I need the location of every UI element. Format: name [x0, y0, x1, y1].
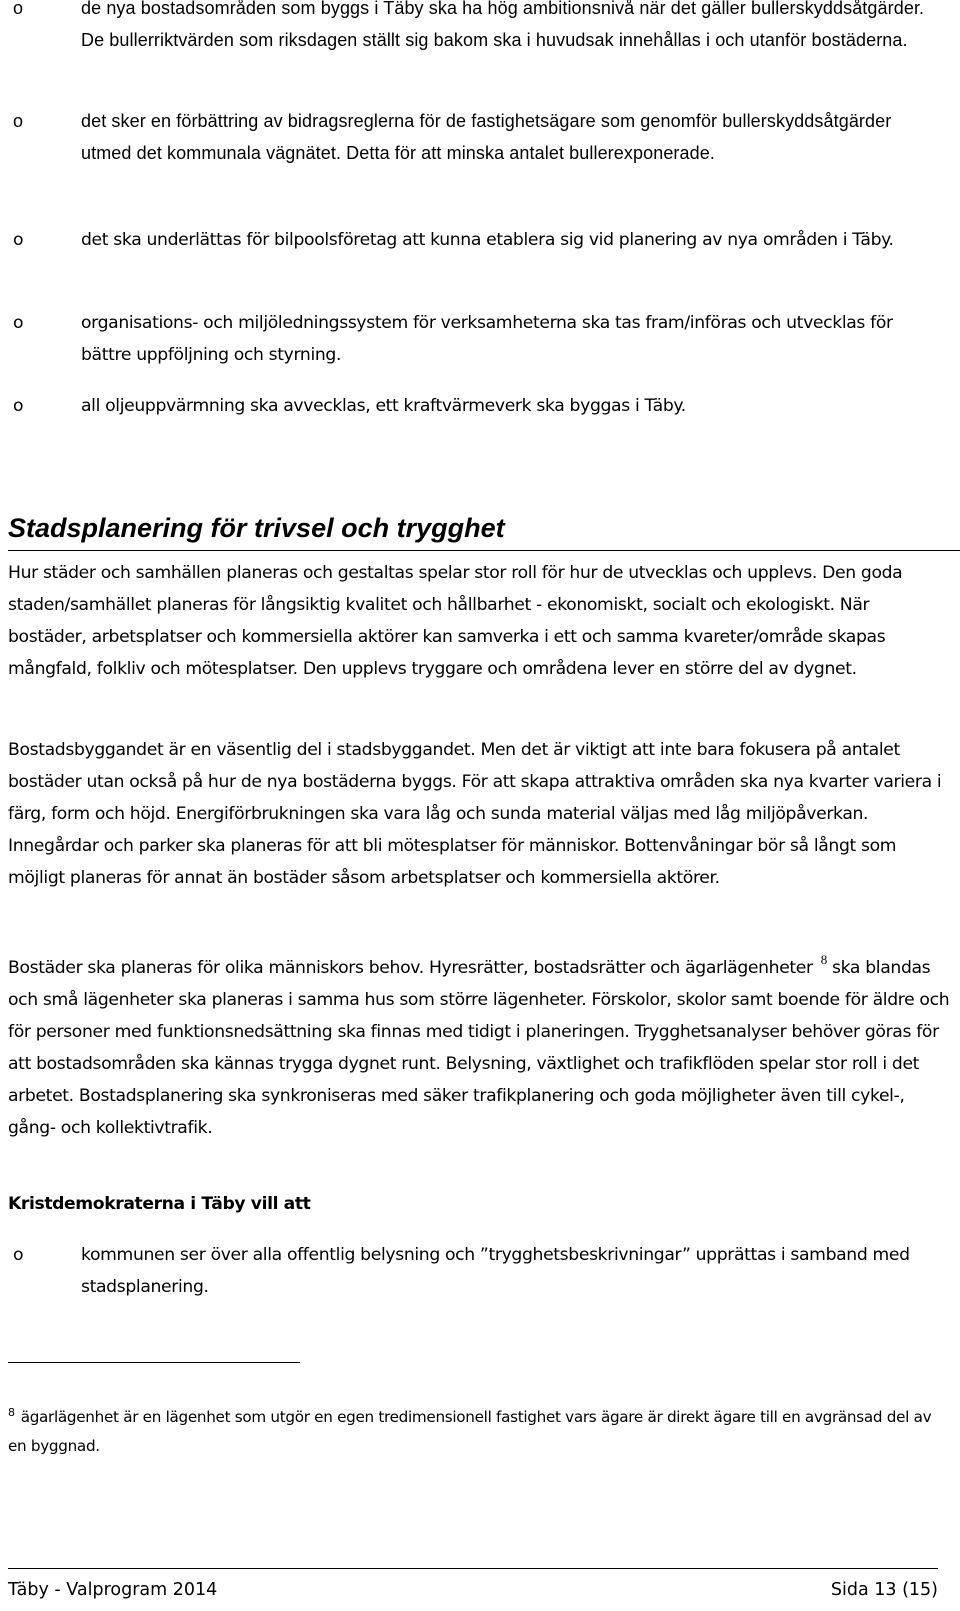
list-item-text: de nya bostadsområden som byggs i Täby ska ha hög ambitionsnivå när det gäller bullerskyddsåtgärder. De bullerriktvärden som riksdagen ställt sig bakom ska i huvudsak innehållas i och utanför bostäderna.: [81, 0, 925, 50]
bullet-marker: o: [13, 0, 24, 18]
list-item: [8, 307, 938, 371]
page-number: Sida 13 (15): [830, 1580, 938, 1600]
bullet-list-environment-2: [8, 105, 938, 169]
footnote-number: 8: [8, 1406, 15, 1419]
list-item: [8, 1239, 938, 1303]
list-item-text: det ska underlättas för bilpoolsföretag att kunna etablera sig vid planering av nya områden i Täby.: [81, 230, 894, 250]
list-item-text: organisations- och miljöledningssystem för verksamheterna ska tas fram/införas och utvecklas för bättre uppföljning och styrning.: [81, 313, 893, 365]
footer-title: Täby - Valprogram 2014: [8, 1580, 218, 1600]
list-item-text: all oljeuppvärmning ska avvecklas, ett kraftvärmeverk ska byggas i Täby.: [81, 396, 686, 416]
paragraph-text: Bostäder ska planeras för olika människors behov. Hyresrätter, bostadsrätter och ägarlägenheter: [8, 958, 813, 978]
bullet-list-proposals: [8, 1239, 938, 1303]
bullet-list-environment-4: [8, 307, 938, 371]
list-item-text: kommunen ser över alla offentlig belysning och ”trygghetsbeskrivningar” upprättas i samband med stadsplanering.: [81, 1245, 910, 1297]
paragraph-housing-needs: [8, 944, 950, 1144]
list-item: [8, 224, 938, 256]
footnote: [8, 1398, 938, 1461]
footer-divider: [8, 1568, 938, 1569]
bullet-marker: o: [13, 313, 24, 333]
bullet-list-environment: [8, 0, 938, 56]
bullet-marker: o: [13, 230, 24, 250]
bullet-list-environment-3: [8, 224, 938, 256]
footnote-reference: 8: [820, 952, 827, 967]
bullet-list-environment-5: [8, 390, 938, 422]
subheading: Kristdemokraterna i Täby vill att: [8, 1194, 311, 1214]
list-item: [8, 0, 938, 56]
paragraph-housing-construction: Bostadsbyggandet är en väsentlig del i stadsbyggandet. Men det är viktigt att inte bara fokusera på antalet bostäder utan också på hur de nya bostäderna byggs. För att skapa attraktiva områden ska nya kvarter variera i färg, form och höjd. Energiförbrukningen ska vara låg och sunda material väljas med låg miljöpåverkan. Innegårdar och parker ska planeras för att bli mötesplatser för människor. Bottenvåningar bör så långt som möjligt planeras för annat än bostäder såsom arbetsplatser och kommersiella aktörer.: [8, 740, 942, 888]
list-item: [8, 105, 938, 169]
list-item-text: det sker en förbättring av bidragsreglerna för de fastighetsägare som genomför bullerskyddsåtgärder utmed det kommunala vägnätet. Detta för att minska antalet bullerexponerade.: [81, 111, 892, 163]
bullet-marker: o: [13, 396, 24, 416]
list-item: [8, 390, 938, 422]
paragraph-city-planning: Hur städer och samhällen planeras och gestaltas spelar stor roll för hur de utvecklas och upplevs. Den goda staden/samhället planeras för långsiktig kvalitet och hållbarhet - ekonomiskt, socialt och ekologiskt. När bostäder, arbetsplatser och kommersiella aktörer kan samverka i ett och samma kvareter/område skapas mångfald, folkliv och mötesplatser. Den upplevs tryggare och områdena lever en större del av dygnet.: [8, 563, 903, 679]
page-footer: [8, 1576, 938, 1604]
footnote-text: ägarlägenhet är en lägenhet som utgör en egen tredimensionell fastighet vars ägare är direkt ägare till en avgränsad del av en byggnad.: [8, 1408, 932, 1455]
paragraph-text: ska blandas och små lägenheter ska planeras i samma hus som större lägenheter. Förskolor, skolor samt boende för äldre och för personer med funktionsnedsättning ska finnas med tidigt i planeringen. Trygghetsanalyser behöver göras för att bostadsområden ska kännas trygga dygnet runt. Belysning, växtlighet och trafikflöden spelar stor roll i det arbetet. Bostadsplanering ska synkroniseras med säker trafikplanering och goda möjligheter även till cykel-, gång- och kollektivtrafik.: [8, 958, 950, 1138]
footnote-separator: [8, 1362, 300, 1363]
bullet-marker: o: [13, 1245, 24, 1265]
section-heading: Stadsplanering för trivsel och trygghet: [8, 510, 960, 551]
bullet-marker: o: [13, 111, 24, 131]
